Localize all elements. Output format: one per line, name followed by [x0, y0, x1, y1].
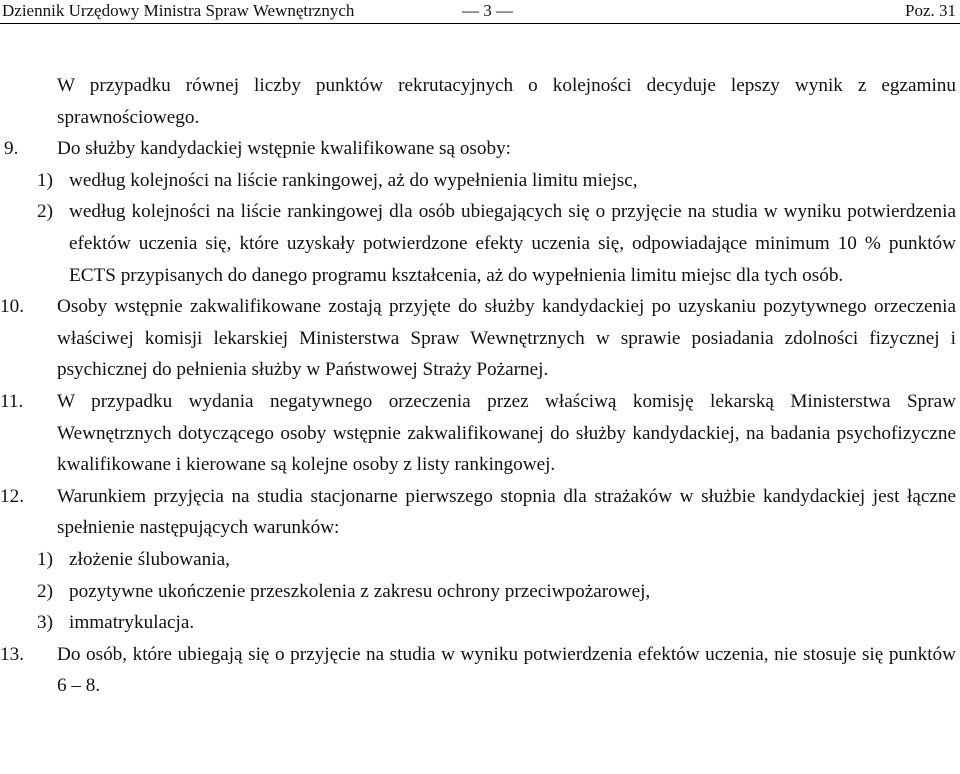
paragraph-text: Warunkiem przyjęcia na studia stacjonarne pierwszego stopnia dla strażaków w służbie kandydackiej jest łączne spełnienie następujących warunków: [57, 485, 956, 539]
list-item-number: 1) [37, 548, 53, 570]
page-number: — 3 — [462, 1, 513, 20]
paragraph-number: 10. [0, 296, 24, 318]
list-item-number: 2) [37, 580, 53, 602]
header-rule [0, 23, 960, 24]
list-item-number: 1) [37, 169, 53, 191]
list-item [37, 576, 956, 608]
paragraph-text: W przypadku wydania negatywnego orzeczenia przez właściwą komisję lekarską Ministerstwa Spraw Wewnętrznych dotyczącego osoby wstępnie zakwalifikowanej do służby kandydackiej, na badania psychofizyczne kwalifikowane i kierowane są kolejne osoby z listy rankingowej. [57, 390, 956, 476]
list-item [37, 544, 956, 576]
paragraph-9 [0, 133, 960, 165]
list-item [37, 165, 956, 197]
document-body [0, 70, 960, 702]
paragraph-10 [0, 291, 960, 386]
position-number: Poz. 31 [905, 1, 956, 20]
list-item [37, 196, 956, 291]
list-item-text: pozytywne ukończenie przeszkolenia z zakresu ochrony przeciwpożarowej, [69, 580, 651, 602]
list-item [37, 607, 956, 639]
list-item-text: według kolejności na liście rankingowej, aż do wypełnienia limitu miejsc, [69, 169, 638, 191]
paragraph-11 [0, 386, 960, 481]
list-item-number: 2) [37, 201, 53, 223]
list-item-text: złożenie ślubowania, [69, 548, 230, 570]
paragraph-number: 13. [0, 643, 24, 665]
paragraph-text: Osoby wstępnie zakwalifikowane zostają przyjęte do służby kandydackiej po uzyskaniu pozytywnego orzeczenia właściwej komisji lekarskiej Ministerstwa Spraw Wewnętrznych w sprawie posiadania zdolności fizycznej i psychicznej do pełnienia służby w Państwowej Straży Pożarnej. [57, 296, 956, 381]
list-item-text: immatrykulacja. [69, 612, 195, 634]
paragraph-number: 11. [0, 390, 24, 412]
paragraph-text: Do służby kandydackiej wstępnie kwalifikowane są osoby: [57, 138, 511, 160]
journal-title: Dziennik Urzędowy Ministra Spraw Wewnętrznych [2, 1, 355, 20]
list-item-text: według kolejności na liście rankingowej dla osób ubiegających się o przyjęcie na studia w wyniku potwierdzenia efektów uczenia się, które uzyskały potwierdzone efekty uczenia się, odpowiadające minimum 10 % punktów ECTS przypisanych do danego programu kształcenia, aż do wypełnienia limitu miejsc dla tych osób. [69, 201, 956, 286]
list-item-number: 3) [37, 612, 53, 634]
paragraph-13 [0, 639, 960, 702]
paragraph-12 [0, 481, 960, 544]
intro-paragraph: W przypadku równej liczby punktów rekrutacyjnych o kolejności decyduje lepszy wynik z egzaminu sprawnościowego. [57, 75, 956, 128]
paragraph-text: Do osób, które ubiegają się o przyjęcie na studia w wyniku potwierdzenia efektów uczenia, nie stosuje się punktów 6 – 8. [57, 643, 956, 697]
paragraph-number: 12. [0, 485, 24, 507]
page-header [0, 0, 960, 30]
paragraph-number: 9. [4, 138, 19, 160]
